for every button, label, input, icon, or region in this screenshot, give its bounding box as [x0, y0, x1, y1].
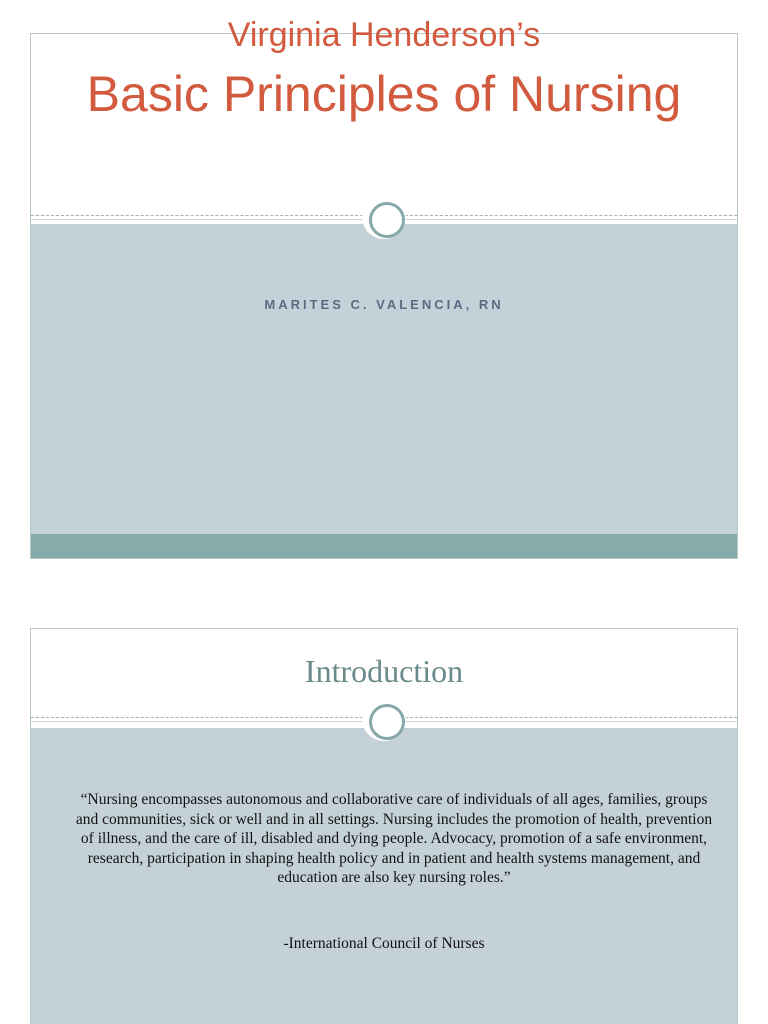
footer-bar — [31, 534, 737, 558]
title-slide — [30, 16, 738, 559]
intro-title: Introduction — [304, 653, 464, 689]
circle-ornament-icon — [362, 697, 406, 741]
slide-pretitle: Virginia Henderson’s — [227, 16, 541, 54]
quote-attribution: -International Council of Nurses — [283, 935, 485, 952]
title-slide-body — [31, 224, 737, 536]
intro-slide — [30, 628, 738, 1024]
title-slide-header — [31, 16, 737, 217]
circle-ornament-icon — [362, 195, 406, 239]
icn-quote: “Nursing encompasses autonomous and collaborative care of individuals of all ages, families, groups and communities, sick or well and in all settings. Nursing includes the promotion of health, prevention of illness, and the care of ill, disabled and dying people. Advocacy, promotion of a safe environment, research, participation in shaping health policy and in patient and health systems management, and education are also key nursing roles.” — [75, 791, 713, 886]
author-subtitle: MARITES C. VALENCIA, RN — [264, 297, 504, 312]
slide-title: Basic Principles of Nursing — [86, 66, 682, 122]
